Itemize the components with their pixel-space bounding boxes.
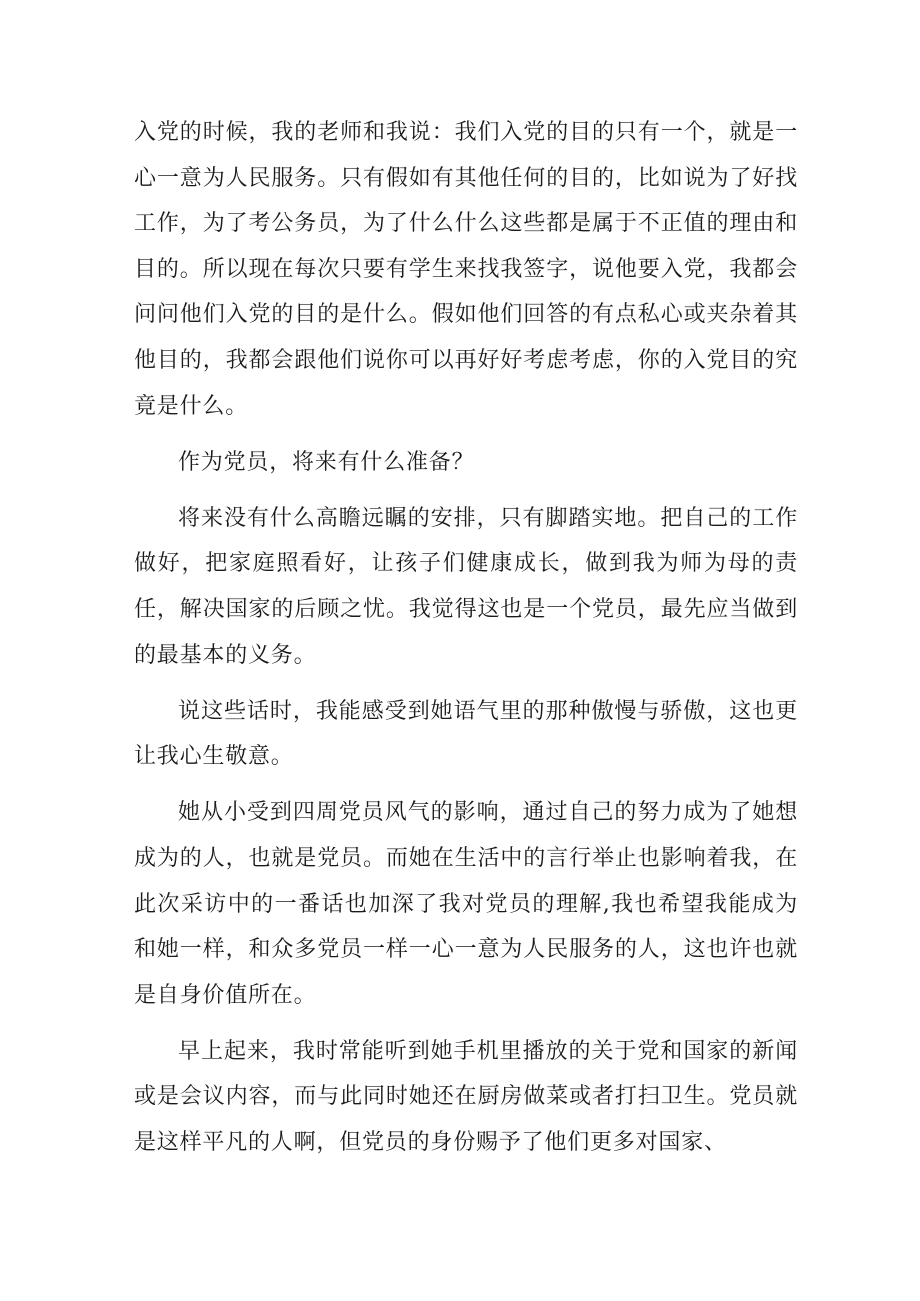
paragraph-1: 入党的时候，我的老师和我说：我们入党的目的只有一个，就是一心一意为人民服务。只有假如有其他任何的目的，比如说为了好找工作，为了考公务员，为了什么什么这些都是属于不正值的理由和目的。所以现在每次只要有学生来找我签字，说他要入党，我都会问问他们入党的目的是什么。假如他们回答的有点私心或夹杂着其他目的，我都会跟他们说你可以再好好考虑考虑，你的入党目的究竟是什么。 [134,120,798,419]
paragraph-3: 将来没有什么高瞻远瞩的安排，只有脚踏实地。把自己的工作做好，把家庭照看好，让孩子们健康成长，做到我为师为母的责任，解决国家的后顾之忧。我觉得这也是一个党员，最先应当做到的最基本的义务。 [134,505,798,668]
paragraph-5: 她从小受到四周党员风气的影响，通过自己的努力成为了她想成为的人，也就是党员。而她在生活中的言行举止也影响着我，在此次采访中的一番话也加深了我对党员的理解,我也希望我能成为和她一样，和众多党员一样一心一意为人民服务的人，这也许也就是自身价值所在。 [134,800,798,1008]
document-body [134,110,798,1166]
paragraph-6: 早上起来，我时常能听到她手机里播放的关于党和国家的新闻或是会议内容，而与此同时她还在厨房做菜或者打扫卫生。党员就是这样平凡的人啊，但党员的身份赐予了他们更多对国家、 [134,1038,798,1155]
paragraph-4: 说这些话时，我能感受到她语气里的那种傲慢与骄傲，这也更让我心生敬意。 [134,698,798,770]
paragraph-2-question: 作为党员，将来有什么准备？ [178,449,475,475]
